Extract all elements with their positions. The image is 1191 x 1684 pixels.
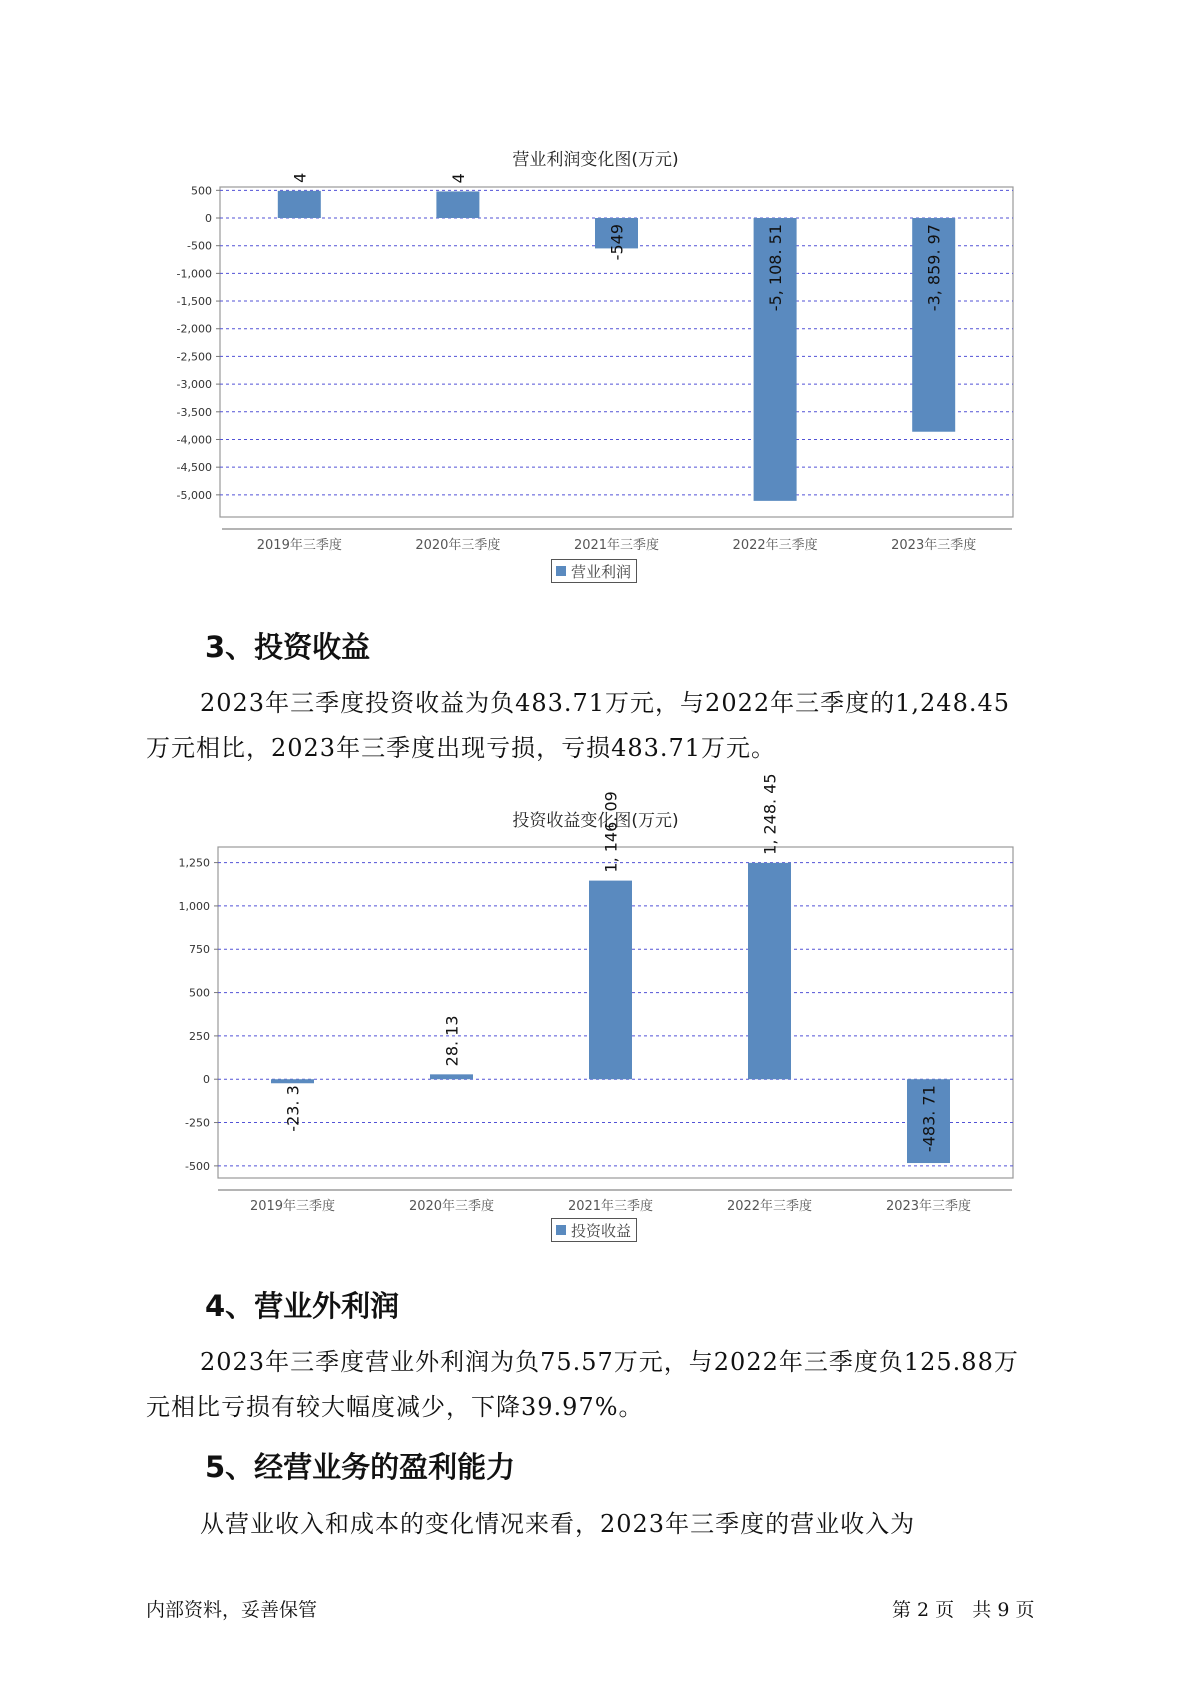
y-tick-label: -3,000: [176, 378, 212, 392]
y-tick-label: -500: [187, 239, 212, 253]
x-tick-label: 2022年三季度: [726, 1199, 813, 1214]
legend-swatch: [556, 1225, 566, 1235]
y-tick-label: 1,250: [178, 856, 210, 870]
data-label: -3, 859. 97: [924, 224, 944, 312]
footer-page-number: 第 2 页 共 9 页: [892, 1599, 1035, 1621]
bar: [271, 1079, 314, 1083]
x-tick-label: 2022年三季度: [732, 538, 818, 553]
data-label: 1, 146. 09: [601, 791, 621, 873]
data-label: -483. 71: [919, 1085, 939, 1153]
x-tick-label: 2019年三季度: [249, 1199, 336, 1214]
y-tick-label: 250: [189, 1029, 210, 1043]
y-tick-label: 750: [189, 943, 210, 957]
paragraph-non-operating: [146, 1340, 1066, 1430]
bar: [748, 863, 791, 1079]
y-tick-label: 500: [191, 184, 212, 198]
section-heading-non-operating: 4、营业外利润: [205, 1289, 400, 1323]
y-tick-label: -5,000: [176, 488, 212, 502]
y-tick-label: -250: [185, 1116, 210, 1130]
legend-label: 营业利润: [571, 562, 632, 581]
legend-investment-income: [551, 1218, 637, 1242]
paragraph-line: 从营业收入和成本的变化情况来看，2023年三季度的营业收入为: [200, 1510, 916, 1538]
chart-title-operating-profit: 营业利润变化图(万元): [512, 150, 679, 170]
x-tick-label: 2021年三季度: [573, 538, 660, 553]
y-tick-label: -1,500: [176, 295, 212, 309]
data-label: -549: [607, 224, 627, 261]
y-tick-label: 0: [203, 1073, 210, 1087]
data-label: 4: [290, 172, 310, 183]
x-tick-label: 2021年三季度: [567, 1199, 654, 1214]
paragraph-profitability: [146, 1502, 1066, 1547]
x-tick-label: 2019年三季度: [256, 538, 342, 553]
y-tick-label: -4,000: [176, 433, 212, 447]
chart-title-investment-income: 投资收益变化图(万元): [512, 811, 679, 831]
bar: [430, 1074, 473, 1079]
y-tick-label: 1,000: [178, 899, 210, 913]
paragraph-line: 元相比亏损有较大幅度减少，下降39.97%。: [146, 1393, 644, 1421]
y-tick-label: -2,500: [176, 350, 212, 364]
paragraph-line: 2023年三季度投资收益为负483.71万元，与2022年三季度的1,248.45: [200, 689, 1011, 717]
paragraph-line: 万元相比，2023年三季度出现亏损，亏损483.71万元。: [146, 734, 777, 762]
x-tick-label: 2020年三季度: [408, 1199, 495, 1214]
data-label: 4: [448, 173, 468, 184]
data-label: -5, 108. 51: [766, 224, 786, 312]
section-heading-profitability: 5、经营业务的盈利能力: [205, 1450, 516, 1484]
y-tick-label: 0: [205, 212, 212, 226]
y-tick-label: -3,500: [176, 405, 212, 419]
data-label: 1, 248. 45: [760, 773, 780, 855]
y-tick-label: -2,000: [176, 322, 212, 336]
y-tick-label: -1,000: [176, 267, 212, 281]
x-tick-label: 2020年三季度: [415, 538, 501, 553]
bar: [589, 881, 632, 1080]
data-label: 28. 13: [442, 1015, 462, 1067]
y-tick-label: -4,500: [176, 461, 212, 475]
y-tick-label: 500: [189, 986, 210, 1000]
legend-label: 投资收益: [571, 1221, 632, 1240]
y-tick-label: -500: [185, 1159, 210, 1173]
section-heading-investment: 3、投资收益: [205, 630, 371, 664]
x-tick-label: 2023年三季度: [891, 538, 977, 553]
footer-left: 内部资料，妥善保管: [146, 1599, 318, 1621]
x-tick-label: 2023年三季度: [885, 1199, 972, 1214]
data-label: -23. 3: [283, 1085, 303, 1132]
paragraph-line: 2023年三季度营业外利润为负75.57万元，与2022年三季度负125.88万: [200, 1348, 1019, 1376]
